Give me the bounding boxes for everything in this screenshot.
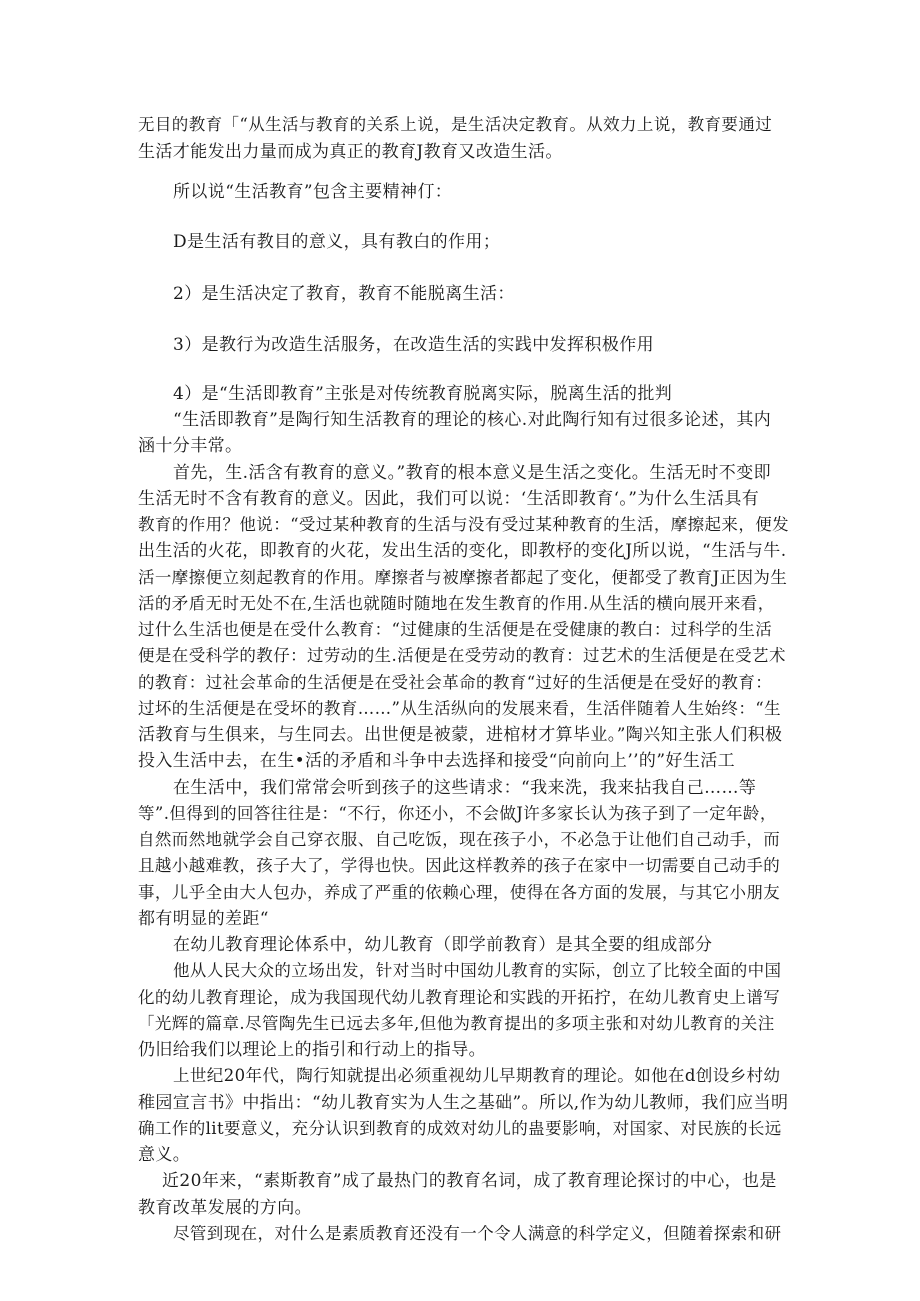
text-line: 教育改革发展的方向。 — [138, 1198, 312, 1218]
text-line: 活教育与生俱来，与生同去。出世便是被蒙，进棺材才算毕业。”陶兴知主张人们积极 — [138, 725, 783, 745]
list-item: 2）是生活决定了教育，教育不能脱离生活： — [173, 284, 515, 304]
text-line: 活的矛盾无时无处不在,生活也就随时随地在发生教育的作用.从生活的横向展开来看， — [138, 594, 775, 613]
list-item: 3）是教行为改造生活服务，在改造生活的实践中发挥积极作用 — [173, 335, 655, 355]
text-line: 他从人民大众的立场出发，针对当时中国幼儿教育的实际，创立了比较全面的中国 — [173, 961, 782, 980]
text-line: 化的幼儿教育理论，成为我国现代幼儿教育理论和实践的开拓拧，在幼儿教育史上谱写 — [138, 988, 781, 1007]
text-line: 稚园宣言书》中指出：“幼儿教育实为人生之基础”。所以,作为幼儿教师，我们应当明 — [138, 1093, 789, 1113]
text-line: 确工作的lit要意义，充分认识到教育的成效对幼儿的蛊要影响，对国家、对民族的长远 — [138, 1119, 782, 1138]
text-line: 投入生活中去，在生•活的矛盾和斗争中去选择和接受“向前向上’’的”好生活工 — [138, 751, 736, 771]
text-line: 首先，生.活含有教育的意义。”教育的根本意义是生活之变化。生活无时不变即 — [173, 463, 771, 483]
text-line: 仍旧给我们以理论上的指引和行动上的指导。 — [138, 1040, 486, 1060]
text-line: 「光辉的篇章.尽管陶先生已远去多年,但他为教育提出的多项主张和对幼儿教育的关注 — [138, 1014, 775, 1033]
text-line: 所以说“生活教育”包含主要精神仃： — [173, 182, 453, 202]
list-item: 4）是“生活即教育”主张是对传统教育脱离实际，脱离生活的批判 — [173, 384, 673, 404]
text-line: 活一摩擦便立刻起教育的作用。摩擦者与被摩擦者都起了变化，便都受了教育J正因为生 — [138, 568, 788, 587]
text-line: 在幼儿教育理论体系中，幼儿教育（即学前教育）是其全要的组成部分 — [173, 935, 713, 955]
text-line: 且越小越难教，孩子大了，学得也快。因此这样教养的孩子在家中一切需要自己动手的 — [138, 856, 781, 875]
text-line: 意义。 — [138, 1145, 191, 1165]
text-line: 尽管到现在，对什么是素质教育还没有一个令人满意的科学定义，但随着探索和研 — [173, 1224, 782, 1243]
text-line: 出生活的火花，即教育的火花，发出生活的变化，即教杼的变化J所以说，“生活与牛. — [138, 541, 787, 561]
text-line: 等”.但得到的回答往往是：“不行，你还小，不会做J许多家长认为孩子到了一定年龄， — [138, 804, 777, 823]
text-line: 生活无时不含有教育的意义。因此，我们可以说：‘生活即教育‘。”为什么生活具有 — [138, 489, 760, 509]
text-line: 生活才能发出力量而成为真正的教育J教育又改造生活。 — [138, 142, 563, 162]
text-line: 涵十分丰常。 — [138, 436, 243, 456]
text-line: 都有明显的差距“ — [138, 909, 269, 929]
text-line: 过坏的生活便是在受坏的教育……”从生活纵向的发展来看，生活伴随着人生始终：“生 — [138, 699, 781, 718]
text-line: 教育的作用？他说：“受过某种教育的生活与没有受过某种教育的生活，摩擦起来，便发 — [138, 515, 790, 534]
text-line: 自然而然地就学会自己穿衣服、自己吃饭，现在孩子小，不必急于让他们自己动手，而 — [138, 830, 781, 849]
text-line: 事，儿乎全由大人包办，养成了严重的依赖心理，使得在各方面的发展，与其它小朋友 — [138, 883, 781, 902]
text-line: “生活即教育”是陶行知生活教育的理论的核心.对此陶行知有过很多论述，其内 — [173, 410, 772, 430]
text-line: 便是在受科学的教仔：过劳动的生.活便是在受劳动的教育：过艺术的生活便是在受艺术 — [138, 646, 786, 665]
text-line: 过什么生活也便是在受什么教育：“过健康的生活便是在受健康的教白：过科学的生活 — [138, 620, 773, 639]
text-line: 的教育：过社会革命的生活便是在受社会革命的教育“过好的生活便是在受好的教育： — [138, 673, 773, 692]
text-line: 无目的教育「“从生活与教育的关系上说，是生活决定教育。从效力上说，教育要通过 — [138, 115, 773, 134]
list-item: D是生活有教目的意义，具有教白的作用； — [173, 232, 501, 252]
text-line: 在生活中，我们常常会听到孩子的这些请求：“我来洗，我来拈我自己……等 — [173, 778, 757, 798]
text-line: 近20年来，“素斯教育”成了最热门的教育名词，成了教育理论探讨的中心，也是 — [162, 1171, 777, 1191]
text-line: 上世纪20年代，陶行知就提出必须重视幼儿早期教育的理论。如他在d创设乡村幼 — [173, 1066, 781, 1085]
